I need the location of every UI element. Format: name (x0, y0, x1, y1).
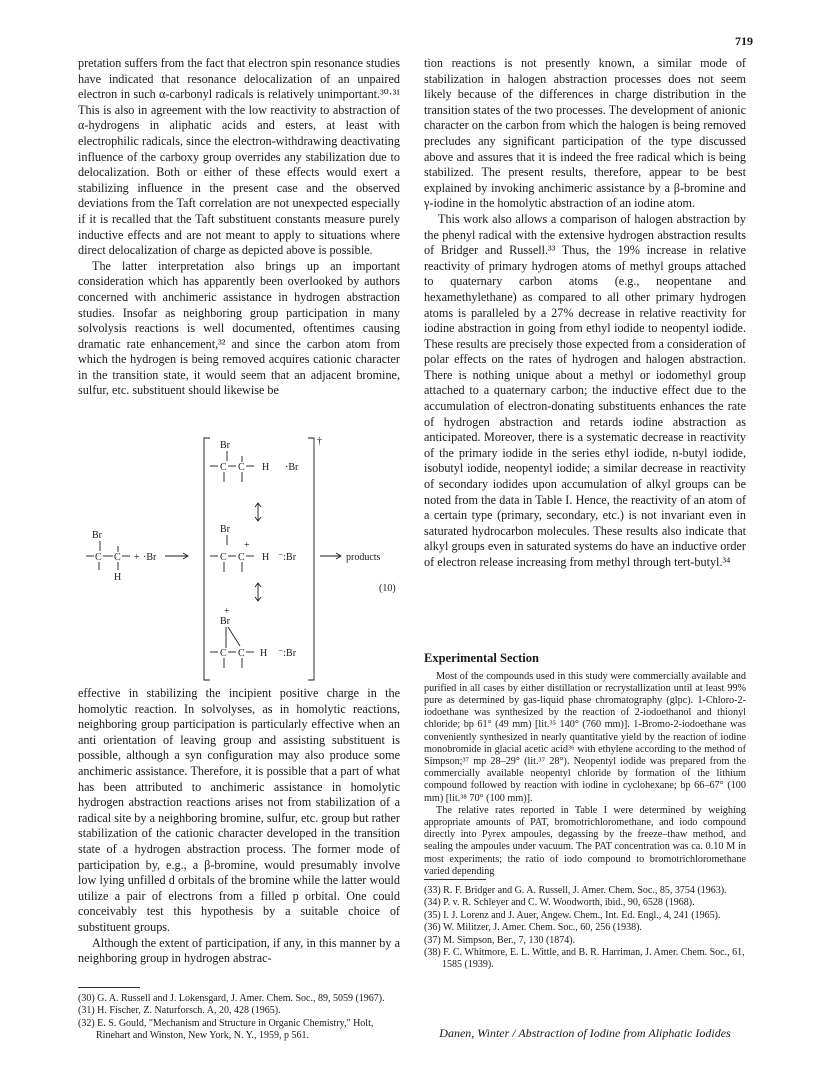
references-left (78, 993, 400, 1043)
running-footer: Danen, Winter / Abstraction of Iodine from Aliphatic Iodides (439, 1026, 731, 1040)
left-column-upper (78, 56, 400, 399)
scheme-reactant-c2: C (114, 552, 121, 563)
svg-text:C: C (220, 552, 227, 563)
svg-text:C: C (220, 648, 227, 659)
scheme-ts2-h: H (262, 552, 270, 563)
scheme-plus: + (134, 552, 140, 563)
scheme-ts2-br: Br (220, 524, 230, 535)
svg-text:+: + (224, 606, 230, 617)
scheme-reactant-c1: C (95, 552, 102, 563)
scheme-equation-number: (10) (379, 583, 396, 594)
reference: (37) M. Simpson, Ber., 7, 130 (1874). (424, 934, 576, 946)
paragraph: The latter interpretation also brings up an important consideration which has apparently been overlooked by authors concerned with anchimeric assistance in hydrogen abstraction studies. Insofar as neighboring group participation in many solvolysis reactions is well documented, oftentimes causing dramatic rate enhancement,³² and since the carbon atom from which the hydrogen is being removed acquires cationic character in the transition state, it would seem that an adjacent bromine, sulfur, etc. substituent should likewise be (78, 258, 400, 398)
scheme-reagent-br: ·Br (143, 552, 157, 563)
scheme-ts3-h: H (260, 648, 268, 659)
paragraph: pretation suffers from the fact that electron spin resonance studies have indicated that resonance delocalization of an unpaired electron in such α-carbonyl radicals is relatively unimportant.³⁰·³¹ This is also in agreement with the low reactivity to abstraction of α-hydrogens in aliphatic acids and esters, at least with electrophilic radicals, since the electron-withdrawing deactivating influence of the carboxy group overrides any stabilization due to delocalization. Both or either of these effects would exert a stabilizing influence in the present case and the observed deviations from the Taft correlation are not unexpected especially if it is recalled that the Taft substituent constants measure purely inductive effects and are not meant to apply to situations where direct delocalization of charge as depicted above is possible. (78, 56, 400, 258)
right-column-upper (424, 56, 746, 571)
paragraph: The relative rates reported in Table I were determined by weighing appropriate amounts of PAT, bromotrichloromethane, and iodo compound directly into Pyrex ampoules, degassing by the freeze–thaw method, and sealing the ampoules under vacuum. The PAT concentration was ca. 0.10 M in most experiments; the ratio of iodo compound to bromotrichloromethane varied depending (424, 804, 746, 877)
scheme-ts3-br: Br (220, 616, 230, 627)
scheme-ts1-h: H (262, 462, 270, 473)
svg-text:C: C (238, 462, 245, 473)
svg-text:⁻:Br: ⁻:Br (278, 552, 297, 563)
svg-text:·Br: ·Br (285, 462, 299, 473)
reference: (33) R. F. Bridger and G. A. Russell, J. Amer. Chem. Soc., 85, 3754 (1963). (424, 885, 727, 896)
page-number: 719 (735, 34, 753, 48)
scheme-reactant-br: Br (92, 530, 102, 541)
paragraph: Although the extent of participation, if any, in this manner by a neighboring group in hydrogen abstrac- (78, 935, 400, 966)
paragraph: effective in stabilizing the incipient positive charge in the homolytic reaction. In solvolyses, as in homolytic reactions, neighboring group participation is particularly effective when an anti orientation of leaving group and assisting substituent is possible, although a syn configuration may also produce some anchimeric assistance. Therefore, it is possible that a part of what has been attributed to anchimeric assistance in homolytic hydrogen abstraction reactions arises not from stabilization of a radical site by a neighboring bromine, sulfur, etc. group but rather stabilization of the cationic character developed in the transition state of a hydrogen abstraction process. The former mode of participation by, e.g., a β-bromine, would presumably involve low lying unfilled d orbitals of the bromine while the latter would utilize a pair of electrons from a filled p orbital. One could conceivably test this hypothesis by a suitable choice of substituent groups. (78, 686, 400, 934)
scheme-reactant-h: H (114, 572, 122, 583)
svg-text:C: C (238, 648, 245, 659)
svg-text:⁻:Br: ⁻:Br (278, 648, 297, 659)
references-right (424, 885, 746, 972)
reference: (30) G. A. Russell and J. Lokensgard, J. Amer. Chem. Soc., 89, 5059 (1967). (78, 993, 385, 1004)
reaction-scheme (82, 434, 412, 684)
reference: (32) E. S. Gould, "Mechanism and Structure in Organic Chemistry," Holt, Rinehart and Winston, New York, N. Y., 1959, p 561. (78, 1017, 374, 1042)
reference: (31) H. Fischer, Z. Naturforsch. A, 20, 428 (1965). (78, 1005, 281, 1017)
experimental-section (424, 651, 746, 878)
reference: (34) P. v. R. Schleyer and C. W. Woodworth, ibid., 90, 6528 (1968). (424, 897, 695, 909)
svg-text:C: C (220, 462, 227, 473)
scheme-ts1-br: Br (220, 440, 230, 451)
scheme-products: products (346, 552, 381, 563)
reference: (35) I. J. Lorenz and J. Auer, Angew. Chem., Int. Ed. Engl., 4, 241 (1965). (424, 909, 721, 921)
section-heading: Experimental Section (424, 651, 539, 665)
paragraph: tion reactions is not presently known, a similar mode of stabilization in halogen abstraction processes does not seem likely because of the differences in charge distribution in the transition states of the two processes. The development of anionic character on the carbon from which the halogen is being removed precludes any significant participation of the type discussed above and assures that it is indeed the free radical which is being stabilized. The present results, therefore, appear to be best explained by invoking anchimeric assistance by a β-bromine and γ-iodine in the homolytic abstraction of an iodine atom. (424, 56, 746, 211)
footnote-rule (78, 987, 140, 988)
reference: (38) F. C. Whitmore, E. L. Wittle, and B. R. Harriman, J. Amer. Chem. Soc., 61, 1585 (1939). (424, 947, 745, 971)
footnote-rule (424, 879, 486, 880)
reference: (36) W. Militzer, J. Amer. Chem. Soc., 60, 256 (1938). (424, 922, 642, 934)
paragraph: Most of the compounds used in this study were commercially available and purified in all cases by either distillation or recrystallization until at least 99% pure as determined by gas-liquid phase chromatography (glpc). 1-Chloro-2-iodoethane was synthesized by the reaction of 2-iodoethanol and thionyl chloride; bp 61° (49 mm) [lit.³⁵ 140° (760 mm)]. 1-Bromo-2-iodoethane was conveniently synthesized in nearly quantitative yield by the reaction of iodine monobromide in glacial acetic acid³⁶ with ethylene according to the method of Simpson;³⁷ mp 28–29° (lit.³⁷ 28°). Neopentyl iodide was prepared from the commercially available neopentyl chloride by formation of the lithium compound followed by reaction with iodine in cyclohexane; bp 66–67° (100 mm) [lit.³⁸ 70° (100 mm)]. (424, 670, 746, 804)
left-column-lower (78, 686, 400, 967)
paragraph: This work also allows a comparison of halogen abstraction by the phenyl radical with the extensive hydrogen abstraction results of Bridger and Russell.³³ Thus, the 19% increase in relative reactivity of primary hydrogen atoms of methyl groups attached to quaternary carbon atoms (e.g., neopentane and hexamethylethane) as compared to all other primary hydrogen atoms is paralleled by a 27% decrease in relative reactivity for iodine abstraction in going from ethyl iodide to neopentyl iodide. These results are precisely those expected from a consideration of polar effects on the rates of hydrogen and halogen abstraction. There is nothing unique about a methyl or iodomethyl group attached to a quaternary carbon; the inductive effect due to the accumulation of electron-donating substituents enhances the rate of hydrogen abstraction and retards iodine abstraction as anticipated. Moreover, there is a systematic decrease in reactivity of the primary iodide in the series ethyl iodide, n-butyl iodide, isobutyl iodide, neopentyl iodide; a similar decrease in reactivity of secondary iodides upon accumulation of alkyl groups can be noted from the data in Table I. Hence, the reactivity of an atom of a certain type (primary, secondary, etc.) is not invariant even in saturated hydrocarbon molecules. These results also indicate that alkyl groups even in saturated systems do have an inductive order of electron release increasing from methyl through tert-butyl.³⁴ (424, 211, 746, 569)
svg-text:C: C (238, 552, 245, 563)
svg-text:+: + (244, 540, 250, 551)
scheme-dagger: † (317, 436, 322, 447)
